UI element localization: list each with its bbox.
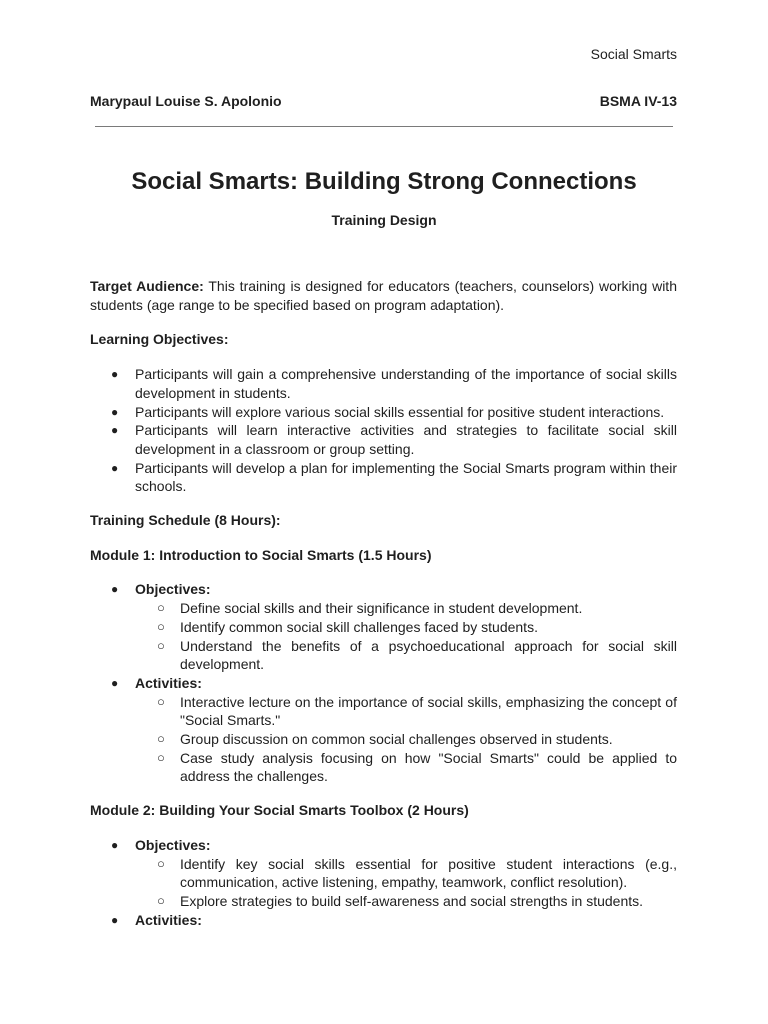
hollow-bullet-icon: ○ xyxy=(157,855,165,871)
list-item xyxy=(135,749,677,786)
list-item xyxy=(90,365,677,402)
module1-objectives-label: Objectives: xyxy=(135,581,211,598)
module1-heading: Module 1: Introduction to Social Smarts (1.5 Hours) xyxy=(90,546,432,563)
list-item xyxy=(90,580,677,674)
document-title: Social Smarts: Building Strong Connections xyxy=(131,168,637,195)
document-subtitle: Training Design xyxy=(331,212,437,228)
module2-heading: Module 2: Building Your Social Smarts Toolbox (2 Hours) xyxy=(90,802,469,819)
list-item-text: Group discussion on common social challenges observed in students. xyxy=(180,731,613,748)
hollow-bullet-icon: ○ xyxy=(157,637,165,653)
hollow-bullet-icon: ○ xyxy=(157,600,165,616)
hollow-bullet-icon: ○ xyxy=(157,731,165,747)
module1-activities-list xyxy=(135,693,677,787)
list-item-text: Understand the benefits of a psychoeducational approach for social skill development. xyxy=(180,637,677,673)
running-header: Social Smarts xyxy=(590,46,677,62)
bullet-icon: ● xyxy=(111,423,119,438)
bullet-icon: ● xyxy=(111,675,119,690)
list-item xyxy=(135,693,677,730)
module1-list xyxy=(90,580,677,786)
document-body xyxy=(90,277,677,944)
list-item xyxy=(135,599,677,618)
bullet-icon: ● xyxy=(111,460,119,475)
module2-objectives-list xyxy=(135,855,677,911)
bullet-icon: ● xyxy=(111,404,119,419)
author-row xyxy=(90,93,677,109)
bullet-icon: ● xyxy=(111,582,119,597)
list-item-text: Participants will gain a comprehensive understanding of the importance of social skills development in students. xyxy=(135,366,677,401)
target-audience-paragraph xyxy=(90,277,677,314)
list-item xyxy=(135,637,677,674)
list-item xyxy=(90,403,677,422)
module1-activities-label: Activities: xyxy=(135,674,202,691)
list-item xyxy=(135,855,677,892)
hollow-bullet-icon: ○ xyxy=(157,693,165,709)
list-item xyxy=(90,911,677,930)
learning-objectives-list xyxy=(90,365,677,496)
module2-activities-label: Activities: xyxy=(135,911,202,928)
hollow-bullet-icon: ○ xyxy=(157,618,165,634)
list-item xyxy=(90,836,677,911)
target-audience-text: This training is designed for educators (teachers, counselors) working with students (age range to be specified based on program adaptation). xyxy=(90,278,677,313)
hollow-bullet-icon: ○ xyxy=(157,892,165,908)
list-item xyxy=(135,618,677,637)
schedule-heading: Training Schedule (8 Hours): xyxy=(90,512,281,529)
target-audience-label: Target Audience: xyxy=(90,278,204,294)
list-item xyxy=(135,730,677,749)
bullet-icon: ● xyxy=(111,367,119,382)
header-divider xyxy=(95,126,673,127)
hollow-bullet-icon: ○ xyxy=(157,749,165,765)
list-item-text: Participants will develop a plan for implementing the Social Smarts program within their schools. xyxy=(135,459,677,495)
list-item-text: Define social skills and their significance in student development. xyxy=(180,600,583,617)
list-item-text: Identify common social skill challenges faced by students. xyxy=(180,618,538,635)
list-item xyxy=(135,892,677,911)
module1-objectives-list xyxy=(135,599,677,674)
list-item xyxy=(90,459,677,496)
module2-objectives-label: Objectives: xyxy=(135,836,211,853)
list-item-text: Identify key social skills essential for positive student interactions (e.g., communication, active listening, empathy, teamwork, conflict resolution). xyxy=(180,855,677,891)
learning-objectives-heading: Learning Objectives: xyxy=(90,331,229,348)
list-item xyxy=(90,421,677,458)
author-name: Marypaul Louise S. Apolonio xyxy=(90,93,282,109)
bullet-icon: ● xyxy=(111,837,119,852)
module2-list xyxy=(90,836,677,930)
bullet-icon: ● xyxy=(111,912,119,927)
list-item xyxy=(90,674,677,786)
section-label: BSMA IV-13 xyxy=(599,93,677,109)
list-item-text: Case study analysis focusing on how "Social Smarts" could be applied to address the challenges. xyxy=(180,749,677,785)
list-item-text: Explore strategies to build self-awareness and social strengths in students. xyxy=(180,892,644,909)
list-item-text: Participants will learn interactive activities and strategies to facilitate social skill development in a classroom or group setting. xyxy=(135,422,677,457)
list-item-text: Participants will explore various social skills essential for positive student interactions. xyxy=(135,403,665,420)
list-item-text: Interactive lecture on the importance of social skills, emphasizing the concept of "Social Smarts." xyxy=(180,693,677,729)
